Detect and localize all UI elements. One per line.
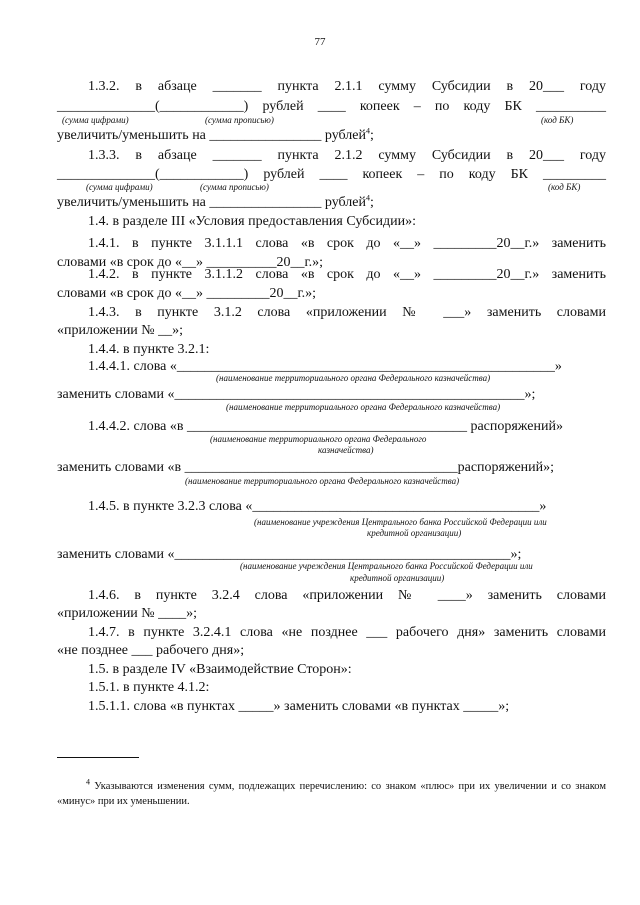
page-number: 77	[314, 36, 326, 48]
footnote-mark: 4	[366, 126, 370, 136]
text-span: увеличить/уменьшить на ________________ рублей	[57, 128, 366, 143]
text-line: ______________(____________) рублей ____ копеек – по коду БК _________	[57, 167, 606, 182]
text-line: «не позднее ___ рабочего дня»;	[57, 643, 245, 658]
caption-treasury-body-split: (наименование территориального органа Федерального	[210, 434, 427, 444]
caption-treasury-body-split: казначейства)	[318, 445, 374, 455]
text-line: 1.5.1. в пункте 4.1.2:	[88, 680, 210, 695]
footnote-text: Указываются изменения сумм, подлежащих перечислению: со знаком «плюс» при их увеличении и со знаком	[94, 781, 606, 792]
text-line: «приложении № ____»;	[57, 606, 198, 621]
text-line: ______________(____________) рублей ____ копеек – по коду БК __________	[57, 99, 606, 114]
section-heading: 1.5. в разделе IV «Взаимодействие Сторон»:	[88, 662, 352, 677]
caption-sum-digits: (сумма цифрами)	[86, 182, 153, 192]
caption-bk-code: (код БК)	[548, 182, 581, 192]
text-line-with-footnote: увеличить/уменьшить на ________________ рублей$^4$;	[57, 193, 374, 210]
text-line-with-footnote: увеличить/уменьшить на ________________ рублей$^4$;	[57, 126, 374, 143]
footnote-number: 4	[86, 777, 90, 787]
caption-bk-code: (код БК)	[541, 115, 574, 125]
text-line: 1.4.4.2. слова «в ________________________________________ распоряжений»	[88, 419, 563, 434]
caption-treasury-body: (наименование территориального органа Федерального казначейства)	[216, 373, 491, 383]
caption-bank-name: кредитной организации)	[367, 528, 462, 538]
text-span: увеличить/уменьшить на ________________ рублей	[57, 195, 366, 210]
caption-sum-words: (сумма прописью)	[200, 182, 269, 192]
text-line: 1.4.3. в пункте 3.1.2 слова «приложении № ___» заменить словами	[88, 305, 606, 320]
text-line: 1.3.3. в абзаце _______ пункта 2.1.2 сумму Субсидии в 20___ году	[88, 148, 606, 163]
text-line: 1.4.2. в пункте 3.1.1.2 слова «в срок до «__» _________20__г.» заменить	[88, 267, 606, 282]
text-line: словами «в срок до «__» __________20__г.»;	[57, 255, 323, 270]
text-line: 1.4.4. в пункте 3.2.1:	[88, 342, 210, 357]
footnote-separator	[57, 757, 139, 758]
caption-bank-name: (наименование учреждения Центрального банка Российской Федерации или	[240, 561, 533, 571]
text-line: 1.4.6. в пункте 3.2.4 слова «приложении № ____» заменить словами	[88, 588, 606, 603]
text-line: 1.4.4.1. слова «______________________________________________________»	[88, 359, 562, 374]
text-line: «приложении № __»;	[57, 323, 184, 338]
caption-sum-words: (сумма прописью)	[205, 115, 274, 125]
text-line: 1.3.2. в абзаце _______ пункта 2.1.1 сумму Субсидии в 20___ году	[88, 79, 606, 94]
text-line: заменить словами «в _______________________________________распоряжений»;	[57, 460, 555, 475]
caption-treasury-body: (наименование территориального органа Федерального казначейства)	[226, 402, 501, 412]
text-line: 1.5.1.1. слова «в пунктах _____» заменить словами «в пунктах _____»;	[88, 699, 510, 714]
caption-sum-digits: (сумма цифрами)	[62, 115, 129, 125]
footnote	[57, 779, 606, 809]
footnote-line	[57, 779, 606, 794]
text-line: заменить словами «________________________________________________»;	[57, 547, 522, 562]
caption-bank-name: кредитной организации)	[350, 573, 445, 583]
caption-bank-name: (наименование учреждения Центрального банка Российской Федерации или	[254, 517, 547, 527]
text-line: заменить словами «__________________________________________________»;	[57, 387, 536, 402]
text-line: 1.4.5. в пункте 3.2.3 слова «_________________________________________»	[88, 499, 547, 514]
text-line: словами «в срок до «__» _________20__г.»;	[57, 286, 316, 301]
text-line: 1.4.1. в пункте 3.1.1.1 слова «в срок до «__» _________20__г.» заменить	[88, 236, 606, 251]
text-line: 1.4.7. в пункте 3.2.4.1 слова «не позднее ___ рабочего дня» заменить словами	[88, 625, 606, 640]
footnote-line: «минус» при их уменьшении.	[57, 796, 190, 807]
section-heading: 1.4. в разделе III «Условия предоставления Субсидии»:	[88, 214, 416, 229]
footnote-mark: 4	[366, 193, 370, 203]
caption-treasury-body: (наименование территориального органа Федерального казначейства)	[185, 476, 460, 486]
